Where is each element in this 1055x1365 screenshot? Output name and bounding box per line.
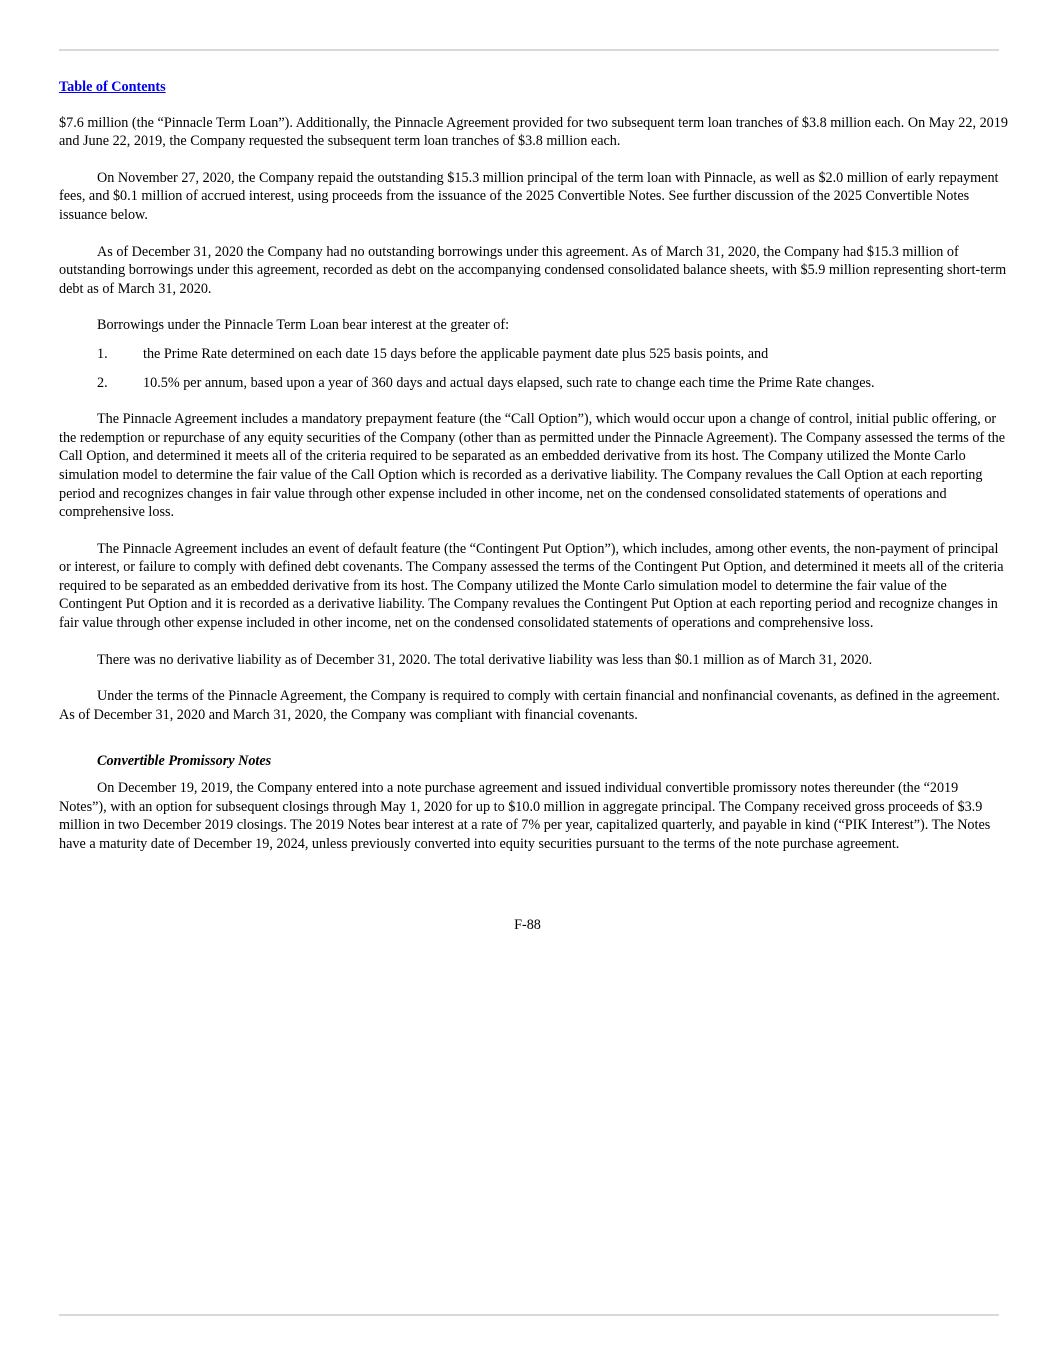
paragraph-convertible-notes: On December 19, 2019, the Company entered into a note purchase agreement and issued individual convertible promissory notes thereunder (the “2019 Notes”), with an option for subsequent closings through May 1, 2020 for up to $10.0 million in aggregate principal. The Company received gross proceeds of $3.9 million in two December 2019 closings. The 2019 Notes bear interest at a rate of 7% per year, capitalized quarterly, and payable in kind (“PIK Interest”). The Notes have a maturity date of December 19, 2024, unless previously converted into equity securities pursuant to the terms of the note purchase agreement. bbox=[59, 780, 991, 852]
paragraph-repayment: On November 27, 2020, the Company repaid the outstanding $15.3 million principal of the term loan with Pinnacle, as well as $2.0 million of early repayment fees, and $0.1 million of accrued interest, using proceeds from the issuance of the 2025 Convertible Notes. See further discussion of the 2025 Convertible Notes issuance below. bbox=[59, 169, 999, 223]
top-divider bbox=[59, 49, 999, 51]
bottom-divider bbox=[59, 1314, 999, 1316]
toc-wrap bbox=[59, 78, 1009, 97]
list-item-number: 2. bbox=[97, 374, 108, 391]
list-item-text: the Prime Rate determined on each date 15 days before the applicable payment date plus 525 basis points, and bbox=[143, 345, 769, 362]
list-item-text: 10.5% per annum, based upon a year of 360 days and actual days elapsed, such rate to change each time the Prime Rate changes. bbox=[143, 374, 875, 391]
paragraph-interest-intro: Borrowings under the Pinnacle Term Loan bear interest at the greater of: bbox=[97, 317, 510, 334]
list-item bbox=[59, 374, 1009, 393]
paragraph-derivative-liability: There was no derivative liability as of December 31, 2020. The total derivative liability was less than $0.1 million as of March 31, 2020. bbox=[97, 651, 873, 668]
page-number: F-88 bbox=[514, 917, 541, 933]
paragraph-term-loan: $7.6 million (the “Pinnacle Term Loan”). Additionally, the Pinnacle Agreement provided for two subsequent term loan tranches of $3.8 million each. On May 22, 2019 and June 22, 2019, the Company requested the subsequent term loan tranches of $3.8 million each. bbox=[59, 114, 1008, 150]
paragraph-call-option: The Pinnacle Agreement includes a mandatory prepayment feature (the “Call Option”), which would occur upon a change of control, initial public offering, or the redemption or repurchase of any equity securities of the Company (other than as permitted under the Pinnacle Agreement). The Company assessed the terms of the Call Option, and determined it meets all of the criteria required to be separated as an embedded derivative from its host. The Company utilized the Monte Carlo simulation model to determine the fair value of the Call Option which is recorded as a derivative liability. The Company revalues the Call Option at each reporting period and recognizes changes in fair value through other expense included in other income, net on the condensed consolidated statements of operations and comprehensive loss. bbox=[59, 411, 1006, 521]
section-heading: Convertible Promissory Notes bbox=[97, 753, 272, 770]
paragraph-outstanding-borrowings: As of December 31, 2020 the Company had no outstanding borrowings under this agreement. As of March 31, 2020, the Company had $15.3 million of outstanding borrowings under this agreement, recorded as debt on the accompanying condensed consolidated balance sheets, with $5.9 million representing short-term debt as of March 31, 2020. bbox=[59, 243, 1007, 297]
paragraph-covenants: Under the terms of the Pinnacle Agreement, the Company is required to comply with certain financial and nonfinancial covenants, as defined in the agreement. As of December 31, 2020 and March 31, 2020, the Company was compliant with financial covenants. bbox=[59, 688, 1000, 723]
table-of-contents-link[interactable]: Table of Contents bbox=[59, 79, 166, 95]
document-body bbox=[59, 78, 1009, 871]
paragraph-contingent-put-option: The Pinnacle Agreement includes an event of default feature (the “Contingent Put Option”), which includes, among other events, the non-payment of principal or interest, or failure to comply with defined debt covenants. The Company assessed the terms of the Contingent Put Option, and determined it meets all of the criteria required to be separated as an embedded derivative from its host. The Company utilized the Monte Carlo simulation model to determine the fair value of the Contingent Put Option and it is recorded as a derivative liability. The Company revalues the Contingent Put Option at each reporting period and recognize changes in fair value through other expense included in other income, net on the condensed consolidated statements of operations and comprehensive loss. bbox=[59, 540, 1004, 632]
list-item-number: 1. bbox=[97, 345, 108, 362]
list-item bbox=[59, 345, 1009, 364]
